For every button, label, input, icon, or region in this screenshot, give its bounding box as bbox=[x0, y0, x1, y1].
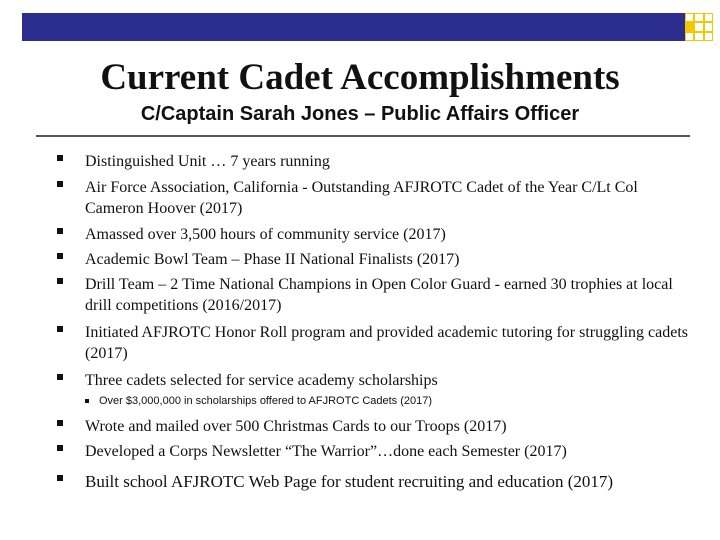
bullet-icon bbox=[57, 181, 63, 187]
bullet-icon bbox=[57, 475, 63, 481]
bullet-icon bbox=[85, 399, 89, 403]
decorative-grid bbox=[685, 13, 713, 41]
divider bbox=[36, 135, 690, 137]
bullet-icon bbox=[57, 326, 63, 332]
page-subtitle: C/Captain Sarah Jones – Public Affairs Officer bbox=[140, 103, 580, 125]
bullet-icon bbox=[57, 155, 63, 161]
header-bar bbox=[22, 13, 685, 41]
bullet-icon bbox=[57, 253, 63, 259]
bullet-icon bbox=[57, 374, 63, 380]
page-title: Current Cadet Accomplishments bbox=[100, 57, 620, 98]
bullet-icon bbox=[57, 445, 63, 451]
bullet-icon bbox=[57, 420, 63, 426]
bullet-icon bbox=[57, 278, 63, 284]
bullet-icon bbox=[57, 228, 63, 234]
